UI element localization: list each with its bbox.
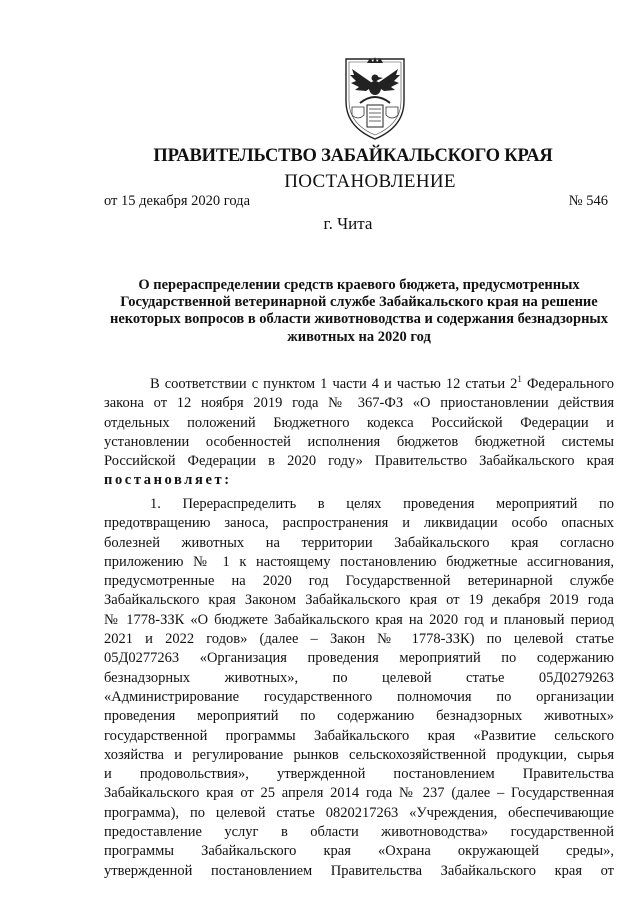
preamble-line: закона от 12 ноября 2019 года № 367-ФЗ «О приостановлении действия <box>104 395 614 412</box>
paragraph-line: № 1778-ЗЗК «О бюджете Забайкальского края на 2020 год и плановый период <box>104 611 614 628</box>
preamble-line: установлении особенностей исполнения бюджетов бюджетной системы <box>104 433 614 450</box>
paragraph-line: предотвращению заноса, распространения и ликвидации особо опасных <box>104 515 614 532</box>
paragraph-line: программы Забайкальского края «Охрана окружающей среды», <box>104 843 614 860</box>
paragraph-line: «Администрирование государственного полномочия по организации <box>104 688 614 705</box>
paragraph-line: утвержденной постановлением Правительства Забайкальского края от <box>104 862 614 879</box>
superscript: 1 <box>517 374 522 385</box>
document-date: от 15 декабря 2020 года <box>104 193 250 209</box>
paragraph-line: программа), по целевой статье 0820217263 «Учреждения, обеспечивающие <box>104 804 614 821</box>
preamble <box>104 375 614 491</box>
preamble-line: отдельных положений Бюджетного кодекса Российской Федерации и <box>104 414 614 431</box>
paragraph-line: Забайкальского края Законом Забайкальского края от 19 декабря 2019 года <box>104 592 614 609</box>
paragraph-line: безнадзорных животных», по целевой статье 05Д0279263 <box>104 669 614 686</box>
paragraph-line: Забайкальского края от 25 апреля 2014 года № 237 (далее – Государственная <box>104 785 614 802</box>
paragraph-line: государственной программы Забайкальского края «Развитие сельского <box>104 727 614 744</box>
paragraph-1 <box>104 495 614 881</box>
preamble-line-1: В соответствии с пунктом 1 части 4 и частью 12 статьи $2^1$ Федерального <box>150 374 614 392</box>
paragraph-line: 05Д0277263 «Организация проведения мероприятий по содержанию <box>104 650 614 667</box>
coat-of-arms-icon <box>340 55 410 141</box>
document-number: № 546 <box>568 193 608 209</box>
document-title: О перераспределении средств краевого бюджета, предусмотренных Государственной ветеринарной службе Забайкальского края на решение некоторых вопросов в области животноводства и содержания безнадзорных животных на 2020 год <box>109 277 609 345</box>
document-type: ПОСТАНОВЛЕНИЕ <box>284 171 456 192</box>
paragraph-line: хозяйства и регулирование рынков сельскохозяйственной продукции, сырья <box>104 746 614 763</box>
government-name: ПРАВИТЕЛЬСТВО ЗАБАЙКАЛЬСКОГО КРАЯ <box>153 146 553 166</box>
paragraph-line: приложению № 1 к настоящему постановлению бюджетные ассигнования, <box>104 553 614 570</box>
paragraph-line: проведения мероприятий по содержанию безнадзорных животных» <box>104 708 614 725</box>
paragraph-line: предоставление услуг в области животноводства» государственной <box>104 824 614 841</box>
paragraph-line: болезней животных на территории Забайкальского края согласно <box>104 534 614 551</box>
resolves-word: постановляет: <box>104 472 232 489</box>
paragraph-line: 2021 и 2022 годов» (далее – Закон № 1778-ЗЗК) по целевой статье <box>104 631 614 648</box>
document-city: г. Чита <box>323 214 373 233</box>
paragraph-line: 1. Перераспределить в целях проведения мероприятий по <box>150 496 614 512</box>
preamble-line: Российской Федерации в 2020 году» Правительство Забайкальского края <box>104 453 614 470</box>
paragraph-line: и продовольствия», утвержденной постановлением Правительства <box>104 766 614 783</box>
paragraph-line: предусмотренные на 2020 год Государственной ветеринарной службе <box>104 573 614 590</box>
